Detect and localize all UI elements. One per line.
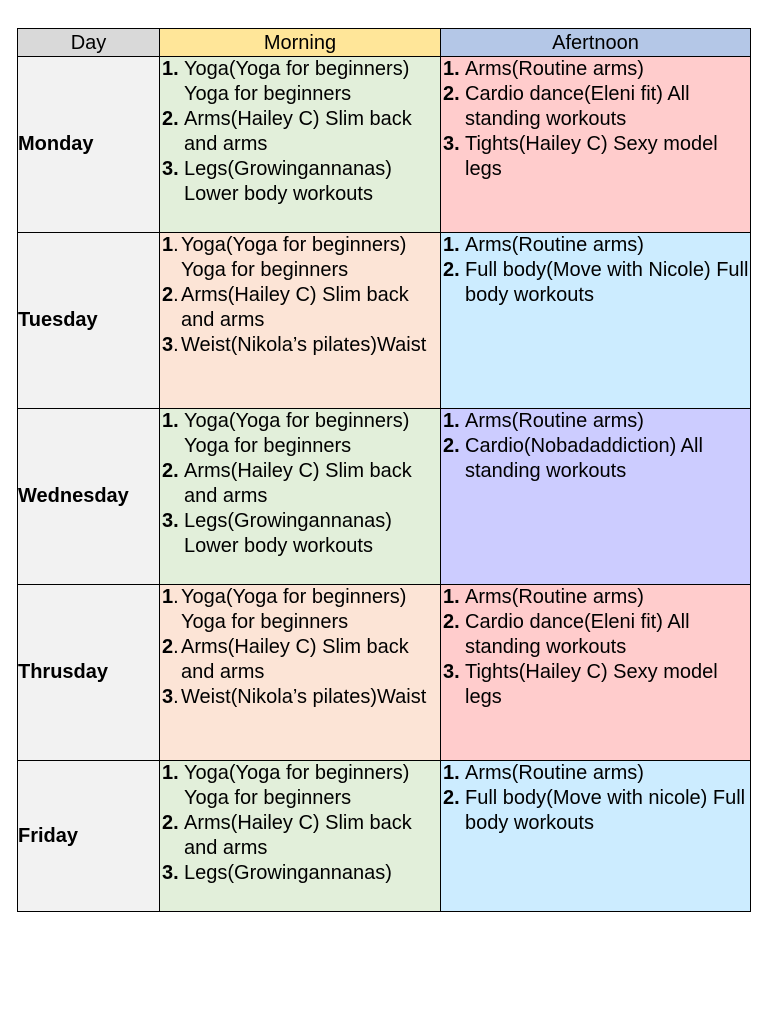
list-item: 2. Arms(Hailey C) Slim back and arms <box>162 108 412 155</box>
list-item: 1. Yoga(Yoga for beginners) Yoga for beginners <box>162 410 410 457</box>
list-item: 2. Arms(Hailey C) Slim back and arms <box>162 460 412 507</box>
list-item: 3. Weist(Nikola’s pilates)Waist <box>162 686 427 708</box>
workout-text: Arms(Hailey C) Slim back and arms <box>184 108 412 155</box>
afternoon-list <box>441 585 750 710</box>
list-item: 3. Legs(Growingannanas) Lower body workouts <box>162 158 392 205</box>
day-cell: Monday <box>18 57 160 233</box>
list-item: 2. Arms(Hailey C) Slim back and arms <box>162 636 409 683</box>
workout-text: Arms(Routine arms) <box>465 586 644 608</box>
workout-text: Yoga(Yoga for beginners) Yoga for beginners <box>184 762 410 809</box>
list-item: 1. Arms(Routine arms) <box>443 234 644 256</box>
list-item: 1. Arms(Routine arms) <box>443 410 644 432</box>
workout-text: Legs(Growingannanas) Lower body workouts <box>184 510 392 557</box>
header-morning: Morning <box>160 29 441 57</box>
morning-cell <box>160 57 441 233</box>
workout-text: Tights(Hailey C) Sexy model legs <box>465 661 718 708</box>
workout-schedule-table <box>17 28 751 912</box>
workout-text: Legs(Growingannanas) Lower body workouts <box>184 158 392 205</box>
morning-list <box>160 233 440 358</box>
afternoon-cell <box>441 233 751 409</box>
workout-text: Yoga(Yoga for beginners) Yoga for beginners <box>184 58 410 105</box>
list-item: 1. Yoga(Yoga for beginners) Yoga for beginners <box>162 58 410 105</box>
list-item: 3. Legs(Growingannanas) Lower body workouts <box>162 510 392 557</box>
afternoon-cell <box>441 409 751 585</box>
workout-text: Cardio dance(Eleni fit) All standing workouts <box>465 83 690 130</box>
list-item: 2. Full body(Move with Nicole) Full body workouts <box>443 259 749 306</box>
workout-text: Yoga(Yoga for beginners) Yoga for beginners <box>184 410 410 457</box>
afternoon-list <box>441 409 750 484</box>
header-row <box>18 29 751 57</box>
list-item: 2. Cardio dance(Eleni fit) All standing workouts <box>443 83 690 130</box>
workout-text: Full body(Move with Nicole) Full body workouts <box>465 259 749 306</box>
workout-text: Weist(Nikola’s pilates)Waist <box>181 686 427 708</box>
workout-text: Arms(Hailey C) Slim back and arms <box>184 812 412 859</box>
table-row <box>18 409 751 585</box>
list-item: 1. Yoga(Yoga for beginners) Yoga for beginners <box>162 234 407 281</box>
list-item: 2. Cardio(Nobadaddiction) All standing workouts <box>443 435 703 482</box>
day-cell: Tuesday <box>18 233 160 409</box>
morning-list <box>160 57 440 207</box>
morning-cell <box>160 233 441 409</box>
list-item: 1. Arms(Routine arms) <box>443 586 644 608</box>
morning-cell <box>160 409 441 585</box>
header-day: Day <box>18 29 160 57</box>
workout-text: Cardio(Nobadaddiction) All standing workouts <box>465 435 703 482</box>
workout-text: Legs(Growingannanas) <box>184 862 392 884</box>
afternoon-list <box>441 761 750 836</box>
list-item: 3. Tights(Hailey C) Sexy model legs <box>443 133 718 180</box>
day-cell: Friday <box>18 761 160 912</box>
table-row <box>18 57 751 233</box>
list-item: 3. Weist(Nikola’s pilates)Waist <box>162 334 427 356</box>
afternoon-cell <box>441 585 751 761</box>
afternoon-cell <box>441 761 751 912</box>
workout-text: Full body(Move with nicole) Full body workouts <box>465 787 746 834</box>
afternoon-cell <box>441 57 751 233</box>
day-cell: Wednesday <box>18 409 160 585</box>
morning-list <box>160 409 440 559</box>
morning-cell <box>160 585 441 761</box>
list-item: 2. Arms(Hailey C) Slim back and arms <box>162 812 412 859</box>
list-item: 3. Tights(Hailey C) Sexy model legs <box>443 661 718 708</box>
list-item: 2. Cardio dance(Eleni fit) All standing workouts <box>443 611 690 658</box>
morning-list <box>160 585 440 710</box>
list-item: 2. Arms(Hailey C) Slim back and arms <box>162 284 409 331</box>
list-item: 1. Arms(Routine arms) <box>443 58 644 80</box>
workout-text: Arms(Routine arms) <box>465 234 644 256</box>
workout-text: Arms(Routine arms) <box>465 762 644 784</box>
table-row <box>18 233 751 409</box>
workout-text: Arms(Hailey C) Slim back and arms <box>181 284 409 331</box>
list-item: 2. Full body(Move with nicole) Full body workouts <box>443 787 746 834</box>
list-item: 1. Yoga(Yoga for beginners) Yoga for beginners <box>162 586 407 633</box>
table-row <box>18 585 751 761</box>
list-item: 1. Arms(Routine arms) <box>443 762 644 784</box>
workout-text: Weist(Nikola’s pilates)Waist <box>181 334 427 356</box>
workout-text: Arms(Routine arms) <box>465 58 644 80</box>
list-item: 3. Legs(Growingannanas) <box>162 862 392 884</box>
workout-text: Cardio dance(Eleni fit) All standing workouts <box>465 611 690 658</box>
afternoon-list <box>441 233 750 308</box>
morning-list <box>160 761 440 886</box>
afternoon-list <box>441 57 750 182</box>
header-afternoon: Afertnoon <box>441 29 751 57</box>
workout-text: Arms(Routine arms) <box>465 410 644 432</box>
workout-text: Arms(Hailey C) Slim back and arms <box>184 460 412 507</box>
workout-text: Yoga(Yoga for beginners) Yoga for beginners <box>181 586 407 633</box>
workout-text: Yoga(Yoga for beginners) Yoga for beginners <box>181 234 407 281</box>
list-item: 1. Yoga(Yoga for beginners) Yoga for beginners <box>162 762 410 809</box>
workout-text: Tights(Hailey C) Sexy model legs <box>465 133 718 180</box>
workout-text: Arms(Hailey C) Slim back and arms <box>181 636 409 683</box>
day-cell: Thrusday <box>18 585 160 761</box>
morning-cell <box>160 761 441 912</box>
table-row <box>18 761 751 912</box>
